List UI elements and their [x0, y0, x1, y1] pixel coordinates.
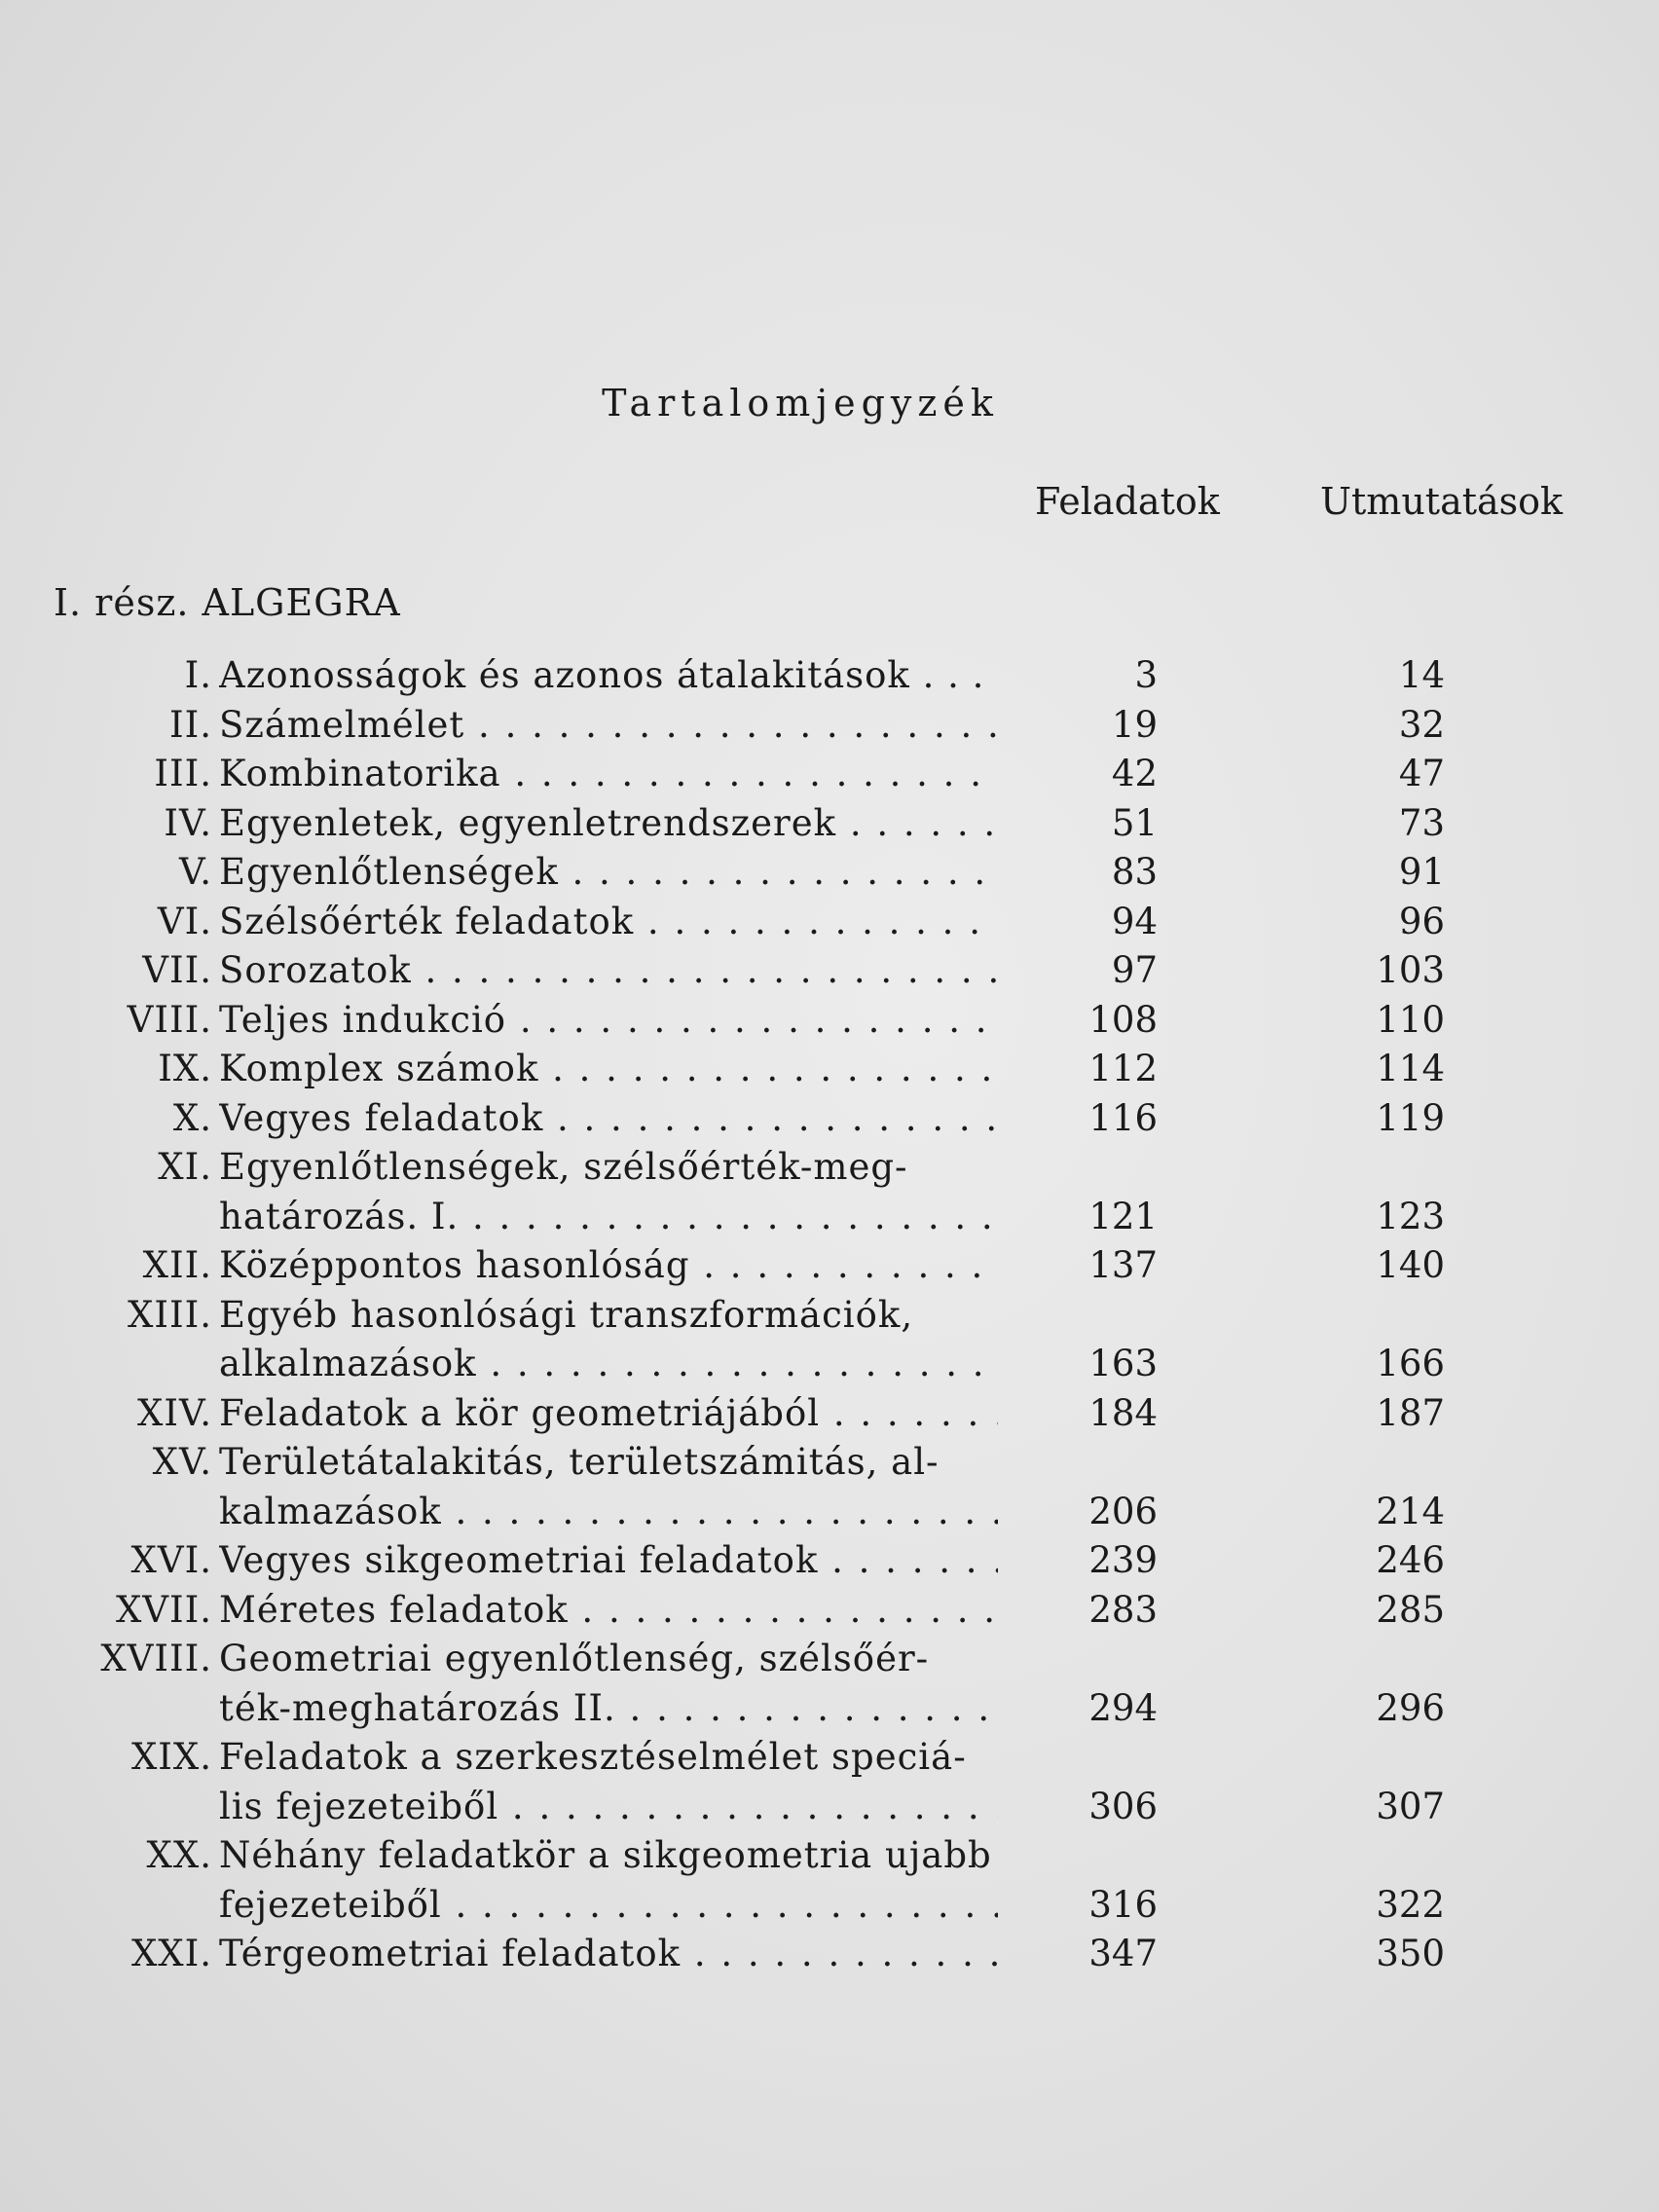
tasks-page-number: 163: [1088, 1343, 1158, 1384]
chapter-number: XV.: [152, 1441, 212, 1483]
toc-entry-line: [0, 949, 1659, 998]
guides-page-number: 166: [1376, 1343, 1445, 1384]
part-heading: I. rész. ALGEGRA: [54, 581, 401, 624]
guides-page-number: 285: [1376, 1588, 1445, 1631]
tasks-page-number: 108: [1088, 998, 1158, 1041]
guides-page-number: 123: [1376, 1195, 1445, 1237]
guides-page-number: 73: [1398, 801, 1445, 844]
chapter-number: I.: [184, 654, 212, 696]
chapter-number: VI.: [157, 900, 212, 942]
chapter-title: Teljes indukció . . .: [219, 999, 998, 1041]
chapter-number: XXI.: [130, 1933, 212, 1974]
chapter-number: XVIII.: [100, 1638, 212, 1679]
toc-entry-line: [0, 1933, 1659, 1981]
tasks-page-number: 94: [1111, 900, 1158, 942]
toc-entry-line: [0, 1343, 1659, 1391]
toc-entry-line: [0, 1097, 1659, 1146]
toc-entry-line: [0, 1294, 1659, 1343]
chapter-title: Egyenletek, egyenletrendszerek . . .: [219, 802, 998, 844]
toc-entry-line: [0, 1638, 1659, 1686]
chapter-number: X.: [172, 1096, 212, 1139]
chapter-title: Méretes feladatok . . .: [219, 1589, 998, 1631]
chapter-number: XII.: [142, 1244, 212, 1286]
tasks-page-number: 239: [1088, 1539, 1158, 1581]
chapter-number: IX.: [158, 1048, 212, 1089]
toc-entry-line: [0, 901, 1659, 949]
guides-page-number: 110: [1376, 998, 1445, 1041]
tasks-page-number: 42: [1111, 753, 1158, 794]
toc-entry-line: [0, 654, 1659, 703]
toc-entry-line: [0, 1048, 1659, 1096]
tasks-page-number: 184: [1088, 1391, 1158, 1434]
guides-page-number: 246: [1376, 1539, 1445, 1581]
toc-entry-line: [0, 1736, 1659, 1785]
tasks-page-number: 116: [1088, 1096, 1158, 1139]
chapter-number: II.: [169, 703, 212, 746]
chapter-title: Feladatok a kör geometriájából . . .: [219, 1392, 998, 1434]
chapter-title: Geometriai egyenlőtlenség, szélsőér-: [219, 1638, 930, 1679]
toc-entry-line: [0, 999, 1659, 1048]
tasks-page-number: 121: [1088, 1195, 1158, 1237]
chapter-title: Egyéb hasonlósági transzformációk,: [219, 1293, 914, 1336]
toc-entry-line: [0, 753, 1659, 801]
toc-entry-line: [0, 1884, 1659, 1933]
chapter-title: Kombinatorika . . .: [219, 753, 998, 794]
chapter-number: VIII.: [127, 998, 212, 1041]
chapter-title: Azonosságok és azonos átalakitások . . .: [219, 654, 985, 696]
toc-entry-line: [0, 1834, 1659, 1883]
chapter-title: kalmazások . . .: [219, 1491, 998, 1532]
chapter-title: Sorozatok . . .: [219, 949, 998, 991]
chapter-number: VII.: [142, 949, 212, 991]
chapter-title: Egyenlőtlenségek, szélsőérték-meg-: [219, 1146, 908, 1188]
toc-entry-line: [0, 1786, 1659, 1834]
tasks-page-number: 294: [1088, 1686, 1158, 1729]
toc-entry-line: [0, 1244, 1659, 1293]
guides-page-number: 14: [1398, 654, 1445, 696]
tasks-page-number: 306: [1088, 1785, 1158, 1827]
guides-page-number: 214: [1376, 1490, 1445, 1532]
toc-entry-line: [0, 851, 1659, 900]
chapter-title: Néhány feladatkör a sikgeometria ujabb: [219, 1834, 992, 1876]
toc-title: Tartalomjegyzék: [602, 382, 999, 424]
tasks-page-number: 19: [1111, 703, 1158, 746]
tasks-page-number: 112: [1088, 1048, 1158, 1089]
chapter-number: XVI.: [130, 1539, 212, 1581]
guides-page-number: 96: [1398, 900, 1445, 942]
tasks-page-number: 83: [1111, 851, 1158, 893]
toc-entry-line: [0, 704, 1659, 753]
tasks-page-number: 316: [1088, 1883, 1158, 1926]
column-header-guides: Utmutatások: [1320, 480, 1564, 523]
chapter-title: határozás. I. . . .: [219, 1196, 998, 1237]
guides-page-number: 91: [1398, 851, 1445, 893]
tasks-page-number: 97: [1111, 949, 1158, 991]
chapter-number: XIX.: [130, 1736, 212, 1778]
toc-entry-line: [0, 1687, 1659, 1736]
tasks-page-number: 137: [1088, 1244, 1158, 1286]
chapter-title: Számelmélet . . .: [219, 704, 998, 746]
chapter-number: V.: [178, 851, 212, 893]
tasks-page-number: 51: [1111, 801, 1158, 844]
chapter-number: XIII.: [128, 1293, 212, 1336]
chapter-number: IV.: [164, 801, 212, 844]
toc-entry-line: [0, 1539, 1659, 1588]
guides-page-number: 350: [1376, 1933, 1445, 1974]
chapter-title: Térgeometriai feladatok . . .: [219, 1933, 998, 1974]
toc-entry-line: [0, 1146, 1659, 1195]
chapter-title: Feladatok a szerkesztéselmélet speciá-: [219, 1736, 967, 1778]
chapter-title: ték-meghatározás II. . . .: [219, 1687, 998, 1729]
chapter-title: Területátalakitás, területszámitás, al-: [219, 1441, 940, 1483]
guides-page-number: 296: [1376, 1686, 1445, 1729]
chapter-title: Vegyes sikgeometriai feladatok . . .: [219, 1539, 998, 1581]
chapter-title: alkalmazások . . .: [219, 1343, 998, 1384]
chapter-number: XX.: [146, 1834, 212, 1876]
guides-page-number: 119: [1376, 1096, 1445, 1139]
chapter-number: XI.: [158, 1146, 212, 1188]
chapter-title: Vegyes feladatok . . .: [219, 1097, 998, 1139]
chapter-title: Középpontos hasonlóság . . .: [219, 1244, 998, 1286]
chapter-title: Szélsőérték feladatok . . .: [219, 901, 998, 942]
chapter-number: III.: [154, 753, 212, 794]
guides-page-number: 187: [1376, 1391, 1445, 1434]
chapter-title: Egyenlőtlenségek . . .: [219, 851, 998, 893]
guides-page-number: 114: [1376, 1048, 1445, 1089]
tasks-page-number: 206: [1088, 1490, 1158, 1532]
chapter-number: XVII.: [115, 1588, 212, 1631]
toc-entry-line: [0, 802, 1659, 851]
tasks-page-number: 347: [1088, 1933, 1158, 1974]
guides-page-number: 103: [1376, 949, 1445, 991]
guides-page-number: 32: [1398, 703, 1445, 746]
tasks-page-number: 283: [1088, 1588, 1158, 1631]
guides-page-number: 47: [1398, 753, 1445, 794]
guides-page-number: 140: [1376, 1244, 1445, 1286]
column-header-tasks: Feladatok: [1035, 480, 1220, 523]
chapter-title: lis fejezeteiből . . .: [219, 1786, 998, 1827]
chapter-title: Komplex számok . . .: [219, 1048, 998, 1089]
toc-entry-line: [0, 1441, 1659, 1490]
toc-entry-line: [0, 1196, 1659, 1244]
chapter-title: fejezeteiből . . .: [219, 1884, 998, 1926]
guides-page-number: 322: [1376, 1883, 1445, 1926]
toc-entry-line: [0, 1589, 1659, 1638]
chapter-number: XIV.: [137, 1391, 212, 1434]
toc-entry-line: [0, 1392, 1659, 1441]
tasks-page-number: 3: [1134, 654, 1158, 696]
toc-entry-line: [0, 1491, 1659, 1539]
guides-page-number: 307: [1376, 1785, 1445, 1827]
